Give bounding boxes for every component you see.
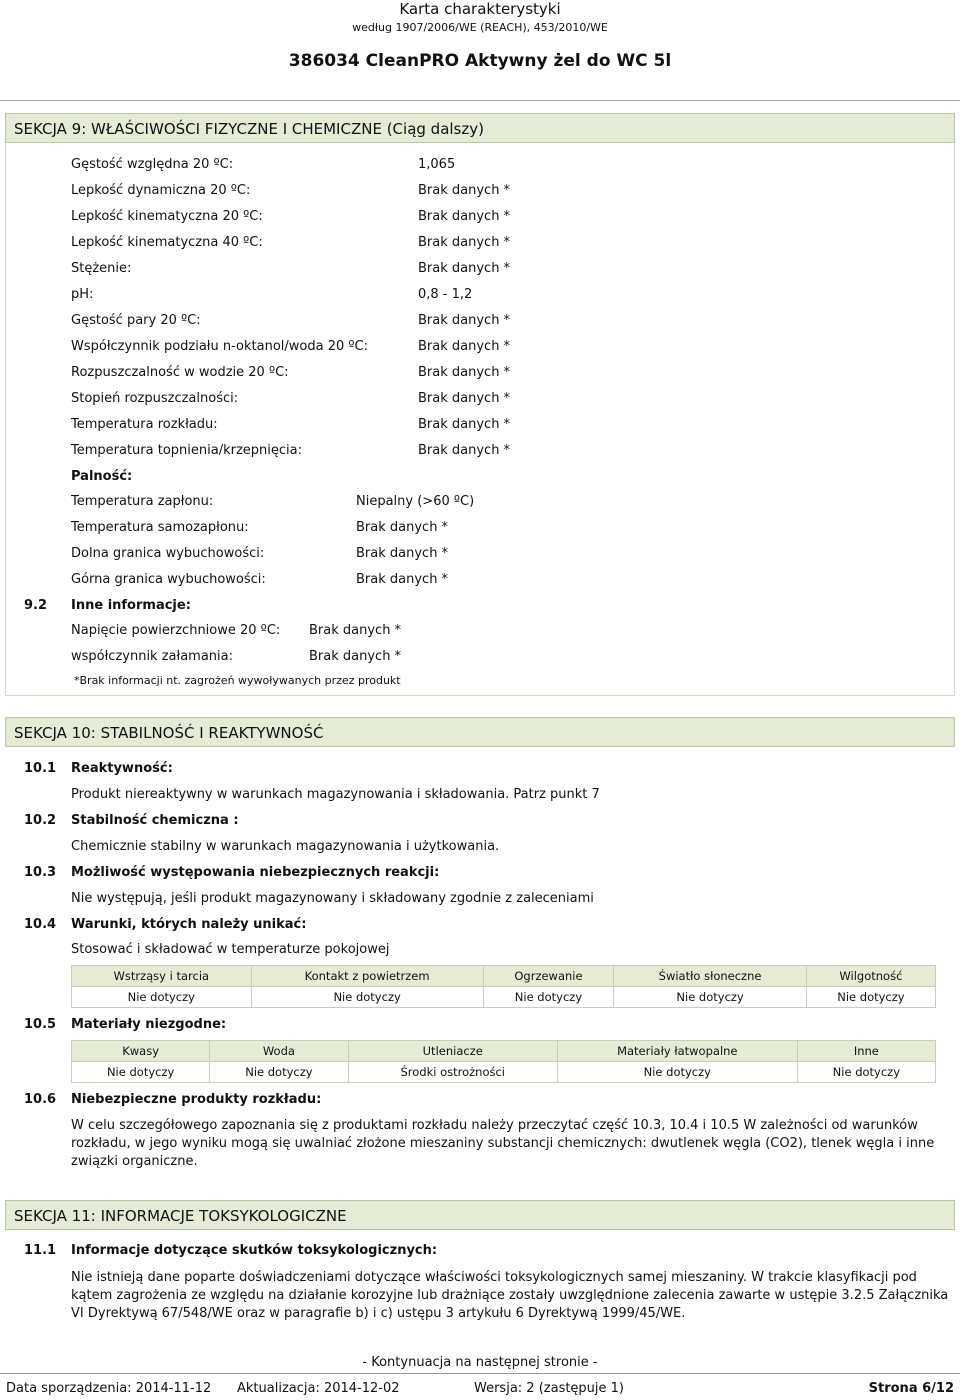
table-cell: Nie dotyczy <box>72 1062 210 1083</box>
subsection-number: 10.5 <box>24 1017 57 1032</box>
paragraph-line: rozkładu, w jego wyniku mogą się uwalniać złożone mieszaniny substancji chemicznych: dwutlenek węgla (CO2), tlenek węgla i inne <box>71 1136 935 1151</box>
subsection-number: 10.2 <box>24 813 57 828</box>
table-cell: Nie dotyczy <box>251 987 483 1008</box>
version-info: Wersja: 2 (zastępuje 1) <box>474 1381 625 1396</box>
table-header-cell: Wilgotność <box>806 966 935 987</box>
paragraph-line: VI Dyrektywą 67/548/WE oraz w paragrafie b) i c) ustępu 3 artykułu 6 Dyrektywą 1999/45/WE. <box>71 1306 686 1321</box>
property-value: Brak danych * <box>418 261 511 276</box>
property-label: Rozpuszczalność w wodzie 20 ºC: <box>71 365 289 380</box>
table-cell: Nie dotyczy <box>797 1062 935 1083</box>
subsection-title: Możliwość występowania niebezpiecznych reakcji: <box>71 865 440 880</box>
table-cell: Nie dotyczy <box>614 987 807 1008</box>
paragraph-line: W celu szczegółowego zapoznania się z produktami rozkładu należy przeczytać część 10.3, 10.4 i 10.5 W zależności od warunków <box>71 1118 918 1133</box>
subsection-title: Stabilność chemiczna : <box>71 813 239 828</box>
table-header-cell: Światło słoneczne <box>614 966 807 987</box>
property-value: Brak danych * <box>418 365 511 380</box>
flammability-heading: Palność: <box>71 469 133 484</box>
table-cell: Nie dotyczy <box>72 987 252 1008</box>
table-header-cell: Utleniacze <box>348 1041 557 1062</box>
property-label: Współczynnik podziału n-oktanol/woda 20 ºC: <box>71 339 368 354</box>
table-header-cell: Woda <box>210 1041 348 1062</box>
property-label: Gęstość pary 20 ºC: <box>71 313 201 328</box>
subsection-text: Stosować i składować w temperaturze pokojowej <box>71 942 390 957</box>
subsection-title: Informacje dotyczące skutków toksykologicznych: <box>71 1243 438 1258</box>
property-label: Stężenie: <box>71 261 132 276</box>
property-value: Brak danych * <box>418 339 511 354</box>
table-header-row <box>72 1041 936 1062</box>
property-label: Stopień rozpuszczalności: <box>71 391 239 406</box>
page-number: Strona 6/12 <box>868 1381 954 1396</box>
table-row <box>72 987 936 1008</box>
incompatible-materials-table <box>71 1040 936 1083</box>
property-value: Brak danych * <box>418 313 511 328</box>
property-value: Brak danych * <box>418 417 511 432</box>
subsection-number: 11.1 <box>24 1243 57 1258</box>
subsection-title: Materiały niezgodne: <box>71 1017 227 1032</box>
update-date: Aktualizacja: 2014-12-02 <box>237 1381 400 1396</box>
property-value: Niepalny (>60 ºC) <box>356 494 475 509</box>
property-value: Brak danych * <box>309 649 402 664</box>
property-label: Temperatura topnienia/krzepnięcia: <box>71 443 302 458</box>
section-11-heading: SEKCJA 11: INFORMACJE TOKSYKOLOGICZNE <box>5 1200 955 1230</box>
property-label: Lepkość dynamiczna 20 ºC: <box>71 183 251 198</box>
subsection-number: 10.3 <box>24 865 57 880</box>
table-cell: Nie dotyczy <box>483 987 614 1008</box>
subsection-number: 9.2 <box>24 598 48 613</box>
document-title: Karta charakterystyki <box>399 0 561 18</box>
property-label: pH: <box>71 287 94 302</box>
table-header-cell: Kontakt z powietrzem <box>251 966 483 987</box>
product-name: 386034 CleanPRO Aktywny żel do WC 5l <box>288 51 672 71</box>
header-divider <box>0 100 960 101</box>
preparation-date: Data sporządzenia: 2014-11-12 <box>6 1381 212 1396</box>
table-cell: Nie dotyczy <box>806 987 935 1008</box>
property-label: Lepkość kinematyczna 20 ºC: <box>71 209 263 224</box>
footer-divider <box>0 1373 960 1374</box>
subsection-number: 10.1 <box>24 761 57 776</box>
property-label: Lepkość kinematyczna 40 ºC: <box>71 235 263 250</box>
property-value: Brak danych * <box>309 623 402 638</box>
table-cell: Środki ostrożności <box>348 1062 557 1083</box>
subsection-title: Niebezpieczne produkty rozkładu: <box>71 1092 322 1107</box>
paragraph-line: kątem zagrożenia ze względu na działanie korozyjne lub drażniące zostały uwzględnione zalecenia zawarte w ustępie 3.2.5 Załącznika <box>71 1288 949 1303</box>
property-label: współczynnik załamania: <box>71 649 233 664</box>
subsection-text: Produkt niereaktywny w warunkach magazynowania i składowania. Patrz punkt 7 <box>71 787 600 802</box>
property-label: Temperatura samozapłonu: <box>71 520 249 535</box>
property-label: Napięcie powierzchniowe 20 ºC: <box>71 623 281 638</box>
table-cell: Nie dotyczy <box>557 1062 797 1083</box>
conditions-to-avoid-table <box>71 965 936 1008</box>
property-label: Temperatura zapłonu: <box>71 494 214 509</box>
regulation-reference: według 1907/2006/WE (REACH), 453/2010/WE <box>352 21 608 34</box>
section-10-heading: SEKCJA 10: STABILNOŚĆ I REAKTYWNOŚĆ <box>5 717 955 747</box>
table-cell: Nie dotyczy <box>210 1062 348 1083</box>
property-label: Gęstość względna 20 ºC: <box>71 157 234 172</box>
property-value: Brak danych * <box>418 443 511 458</box>
table-header-row <box>72 966 936 987</box>
table-row <box>72 1062 936 1083</box>
property-value: Brak danych * <box>418 391 511 406</box>
property-value: 1,065 <box>418 157 456 172</box>
paragraph-line: Nie istnieją dane poparte doświadczeniami dotyczące właściwości toksykologicznych samej mieszaniny. W trakcie klasyfikacji pod <box>71 1270 917 1285</box>
section-9-heading: SEKCJA 9: WŁAŚCIWOŚCI FIZYCZNE I CHEMICZNE (Ciąg dalszy) <box>5 113 955 143</box>
property-value: Brak danych * <box>418 209 511 224</box>
continuation-note: - Kontynuacja na następnej stronie - <box>362 1355 598 1370</box>
table-header-cell: Inne <box>797 1041 935 1062</box>
footnote: *Brak informacji nt. zagrożeń wywoływanych przez produkt <box>74 674 401 687</box>
property-value: Brak danych * <box>356 546 449 561</box>
paragraph-line: związki organiczne. <box>71 1154 198 1169</box>
property-label: Dolna granica wybuchowości: <box>71 546 265 561</box>
subsection-text: Chemicznie stabilny w warunkach magazynowania i użytkowania. <box>71 839 500 854</box>
property-value: Brak danych * <box>356 520 449 535</box>
table-header-cell: Wstrząsy i tarcia <box>72 966 252 987</box>
property-value: 0,8 - 1,2 <box>418 287 473 302</box>
property-value: Brak danych * <box>418 183 511 198</box>
subsection-title: Reaktywność: <box>71 761 173 776</box>
property-label: Górna granica wybuchowości: <box>71 572 266 587</box>
subsection-text: Nie występują, jeśli produkt magazynowany i składowany zgodnie z zaleceniami <box>71 891 594 906</box>
subsection-title: Inne informacje: <box>71 598 191 613</box>
property-value: Brak danych * <box>418 235 511 250</box>
subsection-title: Warunki, których należy unikać: <box>71 917 307 932</box>
subsection-number: 10.4 <box>24 917 57 932</box>
table-header-cell: Ogrzewanie <box>483 966 614 987</box>
table-header-cell: Kwasy <box>72 1041 210 1062</box>
table-header-cell: Materiały łatwopalne <box>557 1041 797 1062</box>
property-value: Brak danych * <box>356 572 449 587</box>
property-label: Temperatura rozkładu: <box>71 417 218 432</box>
subsection-number: 10.6 <box>24 1092 57 1107</box>
